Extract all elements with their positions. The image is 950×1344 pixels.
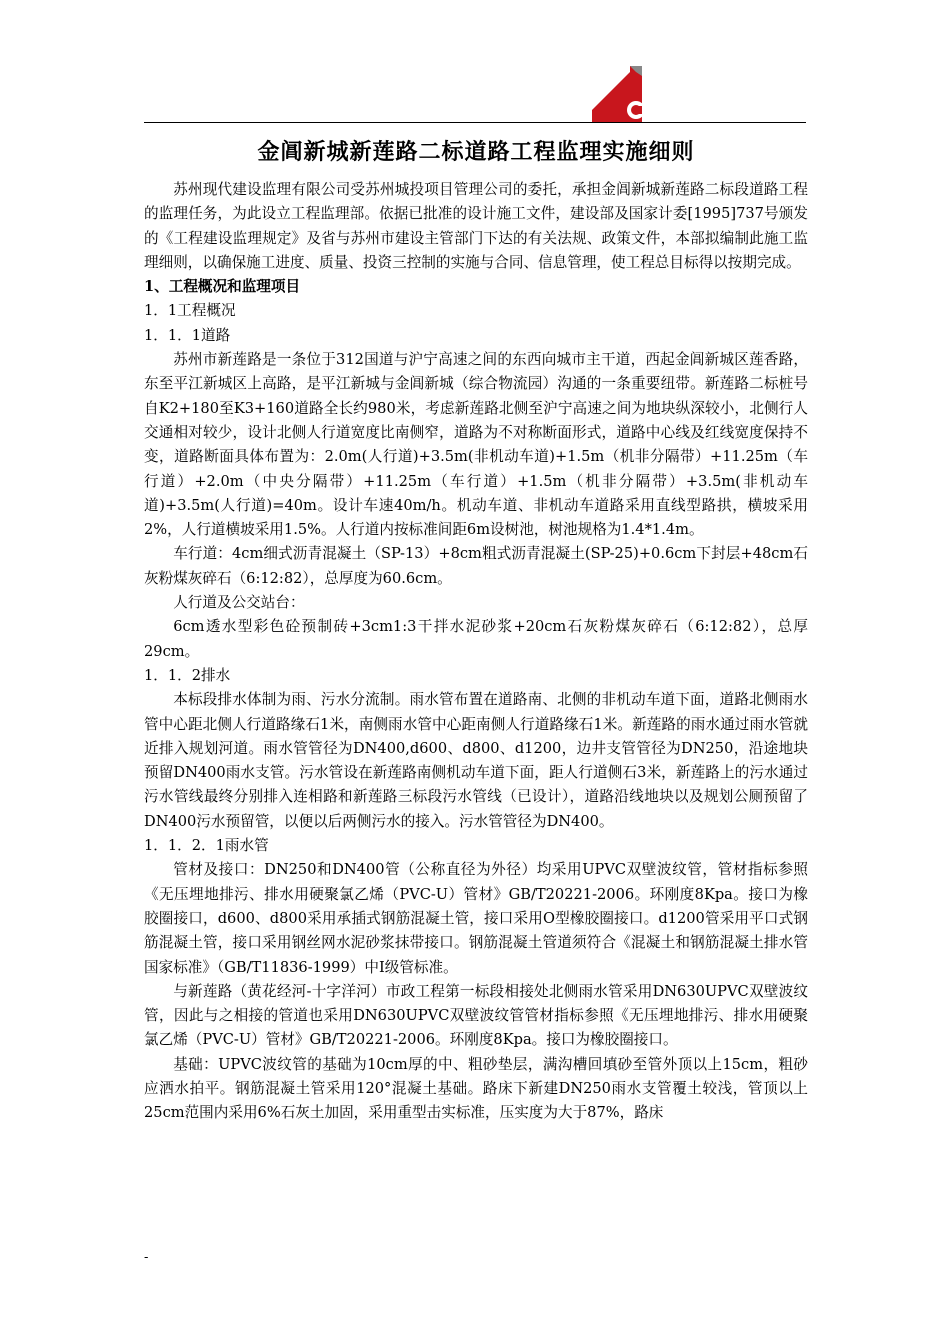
section-heading-1-1-2-1: 1．1．2．1雨水管 <box>144 837 269 855</box>
rain-pipe-paragraph-1: 管材及接口：DN250和DN400管（公称直径为外径）均采用UPVC双壁波纹管，管材指标参照《无压埋地排污、排水用硬聚氯乙烯（PVC-U）管材》GB/T20221-2006。环刚度8Kpa。接口为橡胶圈接口，d600、d800采用承插式钢筋混凝土管，接口采用O型橡胶圈接口。d1200管采用平口式钢筋混凝土管，接口采用钢丝网水泥砂浆抹带接口。钢筋混凝土管道须符合《混凝土和钢筋混凝土排水管国家标准》（GB/T11836-1999）中Ⅰ级管标准。 <box>144 861 808 976</box>
page-title: 金阊新城新莲路二标道路工程监理实施细则 <box>257 139 695 165</box>
drainage-paragraph-1: 本标段排水体制为雨、污水分流制。雨水管布置在道路南、北侧的非机动车道下面，道路北侧雨水管中心距北侧人行道路缘石1米，南侧雨水管中心距南侧人行道路缘石1米。新莲路的雨水通过雨水管就近排入规划河道。雨水管管径为DN400,d600、d800、d1200，边井支管管径为DN250，沿途地块预留DN400雨水支管。污水管设在新莲路南侧机动车道下面，距人行道侧石3米，新莲路上的污水通过污水管线最终分别排入连相路和新莲路三标段污水管线（已设计），道路沿线地块以及规划公厕预留了DN400污水预留管，以便以后两侧污水的接入。污水管管径为DN400。 <box>144 691 808 830</box>
footer-mark: - <box>144 1250 149 1265</box>
road-paragraph-2: 车行道：4cm细式沥青混凝土（SP-13）+8cm粗式沥青混凝土(SP-25)+0.6cm下封层+48cm石灰粉煤灰碎石（6:12:82），总厚度为60.6cm。 <box>144 545 808 587</box>
road-paragraph-3: 人行道及公交站台： <box>173 594 305 612</box>
header-rule <box>144 122 806 123</box>
document-body <box>144 130 808 1126</box>
section-heading-1-1-2: 1．1．2排水 <box>144 666 231 684</box>
road-paragraph-4: 6cm透水型彩色砼预制砖+3cm1:3干拌水泥砂浆+20cm石灰粉煤灰碎石（6:12:82），总厚29cm。 <box>144 618 808 660</box>
company-logo-icon <box>592 66 642 122</box>
section-heading-1-1: 1．1工程概况 <box>144 302 236 320</box>
road-paragraph-1: 苏州市新莲路是一条位于312国道与沪宁高速之间的东西向城市主干道，西起金阊新城区莲香路，东至平江新城区上高路，是平江新城与金阊新城（综合物流园）沟通的一条重要纽带。新莲路二标桩号自K2+180至K3+160道路全长约980米，考虑新莲路北侧至沪宁高速之间为地块纵深较小，北侧行人交通相对较少，设计北侧人行道宽度比南侧窄，道路为不对称断面形式，道路中心线及红线宽度保持不变，道路断面具体布置为：2.0m(人行道)+3.5m(非机动车道)+1.5m（机非分隔带）+11.25m（车行道）+2.0m（中央分隔带）+11.25m（车行道）+1.5m（机非分隔带）+3.5m(非机动车道)+3.5m(人行道)=40m。设计车速40m/h。机动车道、非机动车道路采用直线型路拱，横坡采用2%，人行道横坡采用1.5%。人行道内按标准间距6m设树池，树池规格为1.4*1.4m。 <box>144 351 808 539</box>
section-heading-1-1-1: 1．1．1道路 <box>144 326 231 344</box>
rain-pipe-paragraph-2: 与新莲路（黄花经河-十字洋河）市政工程第一标段相接处北侧雨水管采用DN630UPVC双壁波纹管，因此与之相接的管道也采用DN630UPVC双壁波纹管管材指标参照《无压埋地排污、排水用硬聚氯乙烯（PVC-U）管材》GB/T20221-2006。环刚度8Kpa。接口为橡胶圈接口。 <box>144 982 808 1049</box>
section-heading-1: 1、工程概况和监理项目 <box>144 278 301 296</box>
intro-paragraph: 苏州现代建设监理有限公司受苏州城投项目管理公司的委托，承担金阊新城新莲路二标段道路工程的监理任务，为此设立工程监理部。依据已批准的设计施工文件，建设部及国家计委[1995]737号颁发的《工程建设监理规定》及省与苏州市建设主管部门下达的有关法规、政策文件，本部拟编制此施工监理细则，以确保施工进度、质量、投资三控制的实施与合同、信息管理，使工程总目标得以按期完成。 <box>144 181 808 271</box>
rain-pipe-paragraph-3: 基础：UPVC波纹管的基础为10cm厚的中、粗砂垫层，满沟槽回填砂至管外顶以上15cm，粗砂应洒水拍平。钢筋混凝土管采用120°混凝土基础。路床下新建DN250雨水支管覆土较浅，管顶以上25cm范围内采用6%石灰土加固，采用重型击实标准，压实度为大于87%，路床 <box>144 1055 808 1122</box>
